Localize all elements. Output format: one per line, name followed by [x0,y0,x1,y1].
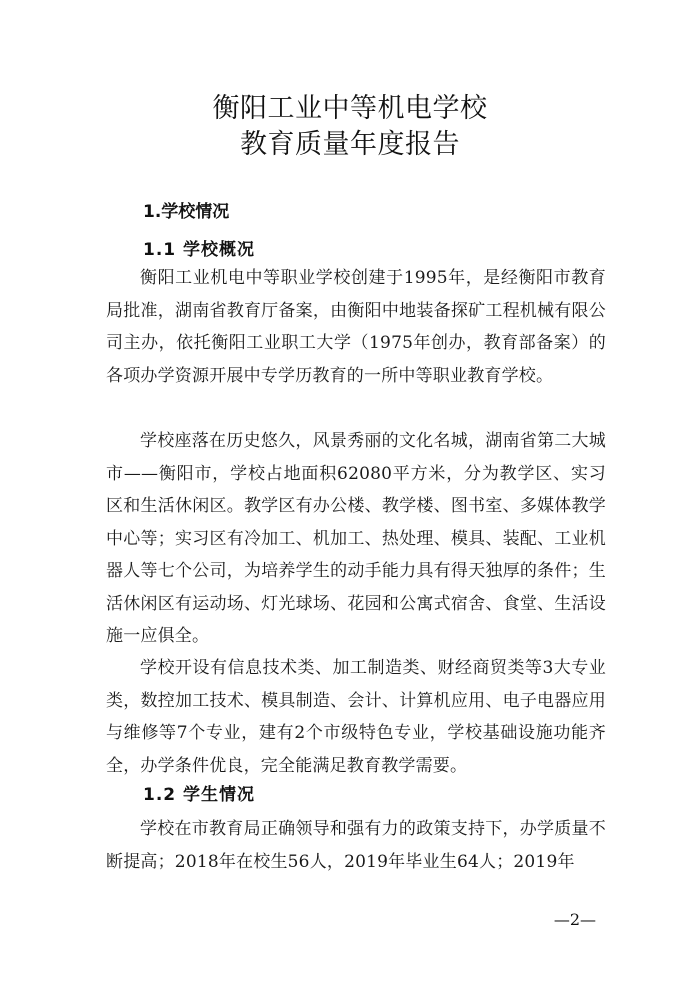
paragraph-majors: 学校开设有信息技术类、加工制造类、财经商贸类等3大专业类，数控加工技术、模具制造、会计、计算机应用、电子电器应用与维修等7个专业，建有2个市级特色专业，学校基础设施功能齐全，办学条件优良，完全能满足教育教学需要。 [106,658,606,776]
paragraph-student-numbers: 学校在市教育局正确领导和强有力的政策支持下，办学质量不断提高；2018年在校生56人，2019年毕业生64人；2019年 [106,819,606,872]
page-number: —2— [553,910,596,929]
paragraph-campus-facilities: 学校座落在历史悠久，风景秀丽的文化名城，湖南省第二大城市——衡阳市，学校占地面积62080平方米，分为教学区、实习区和生活休闲区。教学区有办公楼、教学楼、图书室、多媒体教学中心等；实习区有冷加工、机加工、热处理、模具、装配、工业机器人等七个公司，为培养学生的动手能力具有得天独厚的条件；生活休闲区有运动场、灯光球场、花园和公寓式宿舍、食堂、生活设施一应俱全。 [106,431,606,646]
subsection-heading-school-overview: 1.1 学校概况 [143,240,256,260]
section-heading-school-situation: 1.学校情况 [143,202,230,222]
paragraph-school-history: 衡阳工业机电中等职业学校创建于1995年，是经衡阳市教育局批准，湖南省教育厅备案，由衡阳中地装备探矿工程机械有限公司主办，依托衡阳工业职工大学（1975年创办，教育部备案）的各项办学资源开展中专学历教育的一所中等职业教育学校。 [106,268,606,386]
subsection-heading-student-situation: 1.2 学生情况 [143,785,256,805]
document-title-line-1: 衡阳工业中等机电学校 [212,93,488,124]
document-title-line-2: 教育质量年度报告 [240,129,460,160]
